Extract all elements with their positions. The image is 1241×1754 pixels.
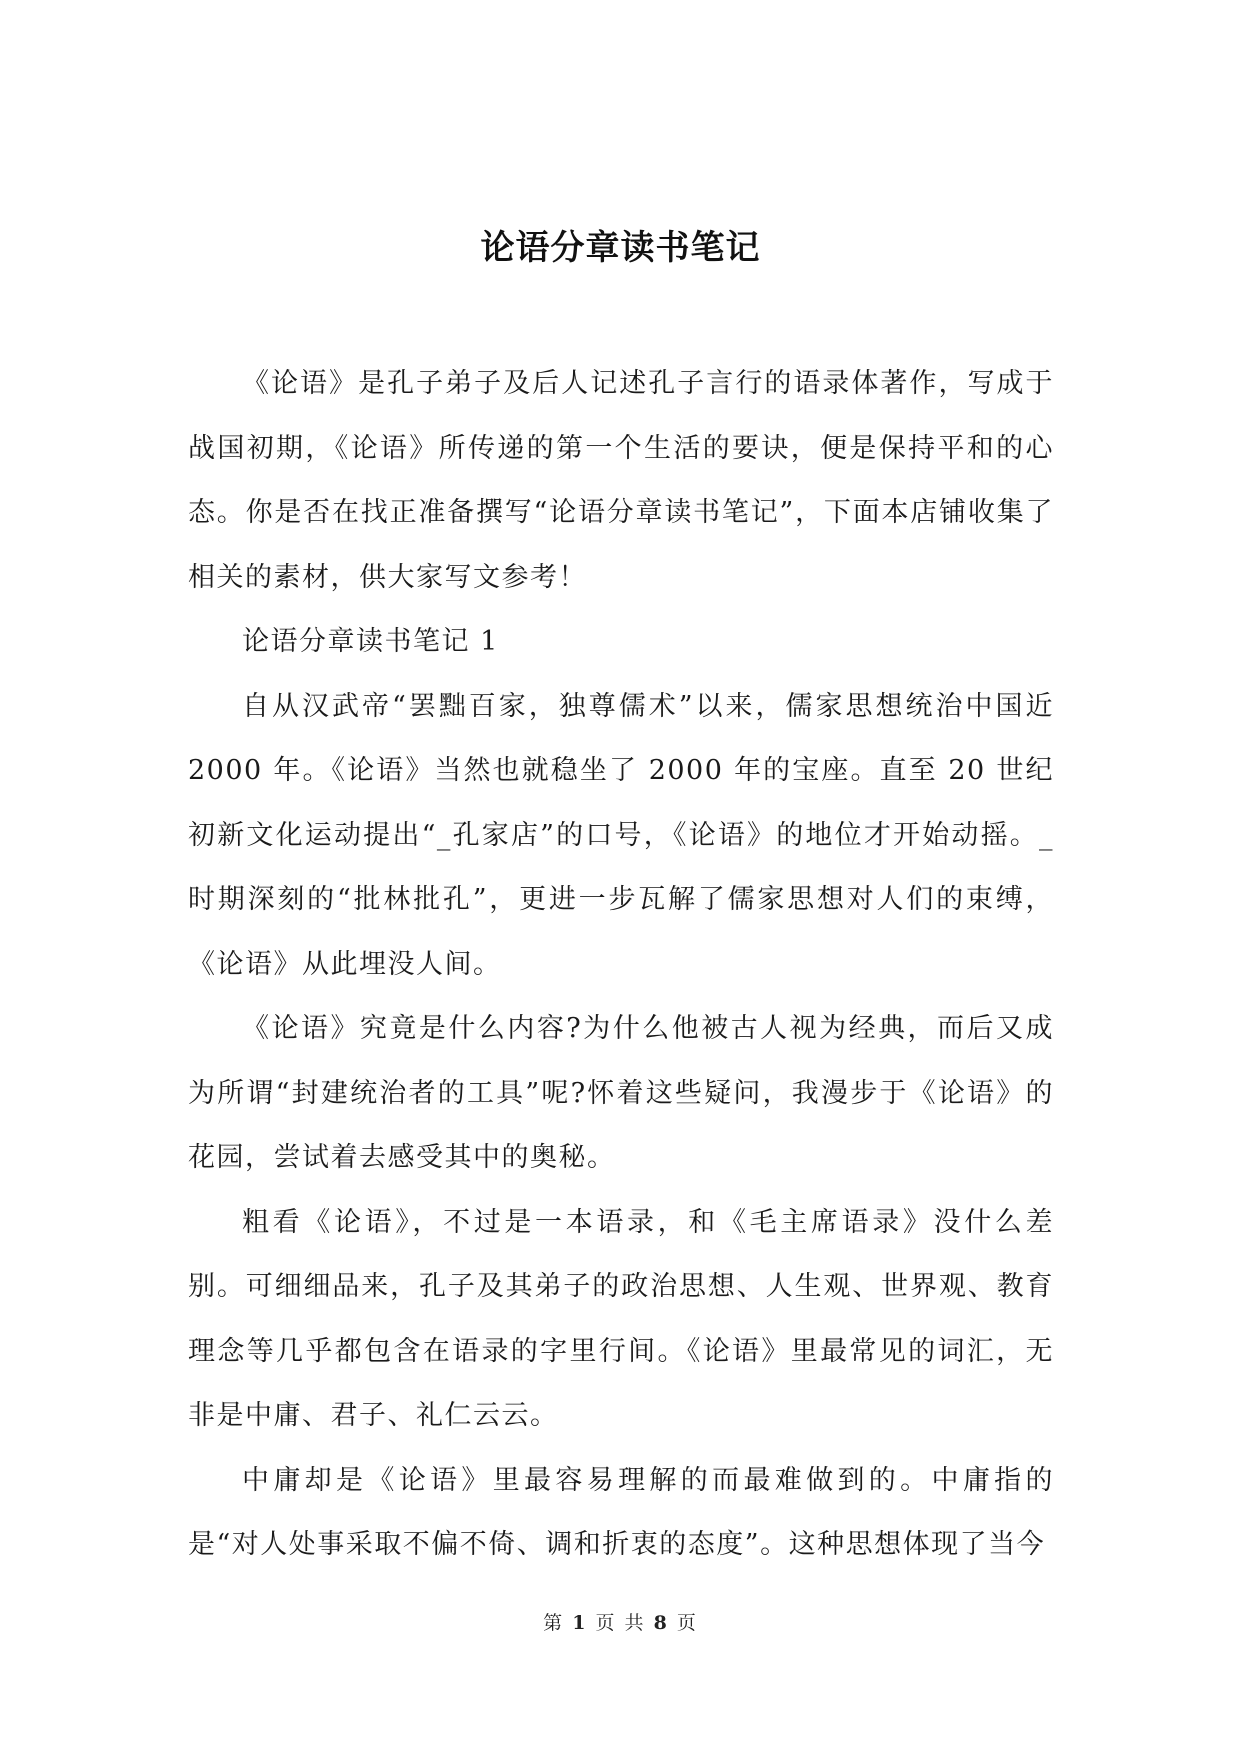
body-paragraph: 《论语》究竟是什么内容?为什么他被古人视为经典，而后又成为所谓“封建统治者的工具”呢?怀着这些疑问，我漫步于《论语》的花园，尝试着去感受其中的奥秘。: [188, 1013, 1054, 1173]
total-pages-number: 8: [653, 1612, 669, 1634]
current-page-number: 1: [572, 1612, 588, 1634]
footer-suffix: 页: [676, 1612, 698, 1634]
body-paragraph: 粗看《论语》，不过是一本语录，和《毛主席语录》没什么差别。可细细品来，孔子及其弟子的政治思想、人生观、世界观、教育理念等几乎都包含在语录的字里行间。《论语》里最常见的词汇，无非是中庸、君子、礼仁云云。: [188, 1206, 1054, 1431]
intro-paragraph: 《论语》是孔子弟子及后人记述孔子言行的语录体著作，写成于战国初期，《论语》所传递的第一个生活的要诀，便是保持平和的心态。你是否在找正准备撰写“论语分章读书笔记”，下面本店铺收集了相关的素材，供大家写文参考！: [188, 368, 1054, 593]
footer-middle: 页 共: [595, 1612, 646, 1634]
document-title: 论语分章读书笔记: [480, 228, 761, 268]
body-paragraph: 自从汉武帝“罢黜百家，独尊儒术”以来，儒家思想统治中国近 2000 年。《论语》当然也就稳坐了 2000 年的宝座。直至 20 世纪初新文化运动提出“_孔家店”的口号，《论语》的地位才开始动摇。_时期深刻的“批林批孔”，更进一步瓦解了儒家思想对人们的束缚，《论语》从此埋没人间。: [188, 690, 1054, 980]
page-footer: [0, 1611, 1241, 1635]
footer-prefix: 第: [543, 1612, 565, 1634]
section-heading: 论语分章读书笔记 1: [242, 626, 499, 657]
document-body: [188, 352, 1054, 1578]
body-paragraph: 中庸却是《论语》里最容易理解的而最难做到的。中庸指的是“对人处事采取不偏不倚、调和折衷的态度”。这种思想体现了当今: [188, 1464, 1054, 1560]
